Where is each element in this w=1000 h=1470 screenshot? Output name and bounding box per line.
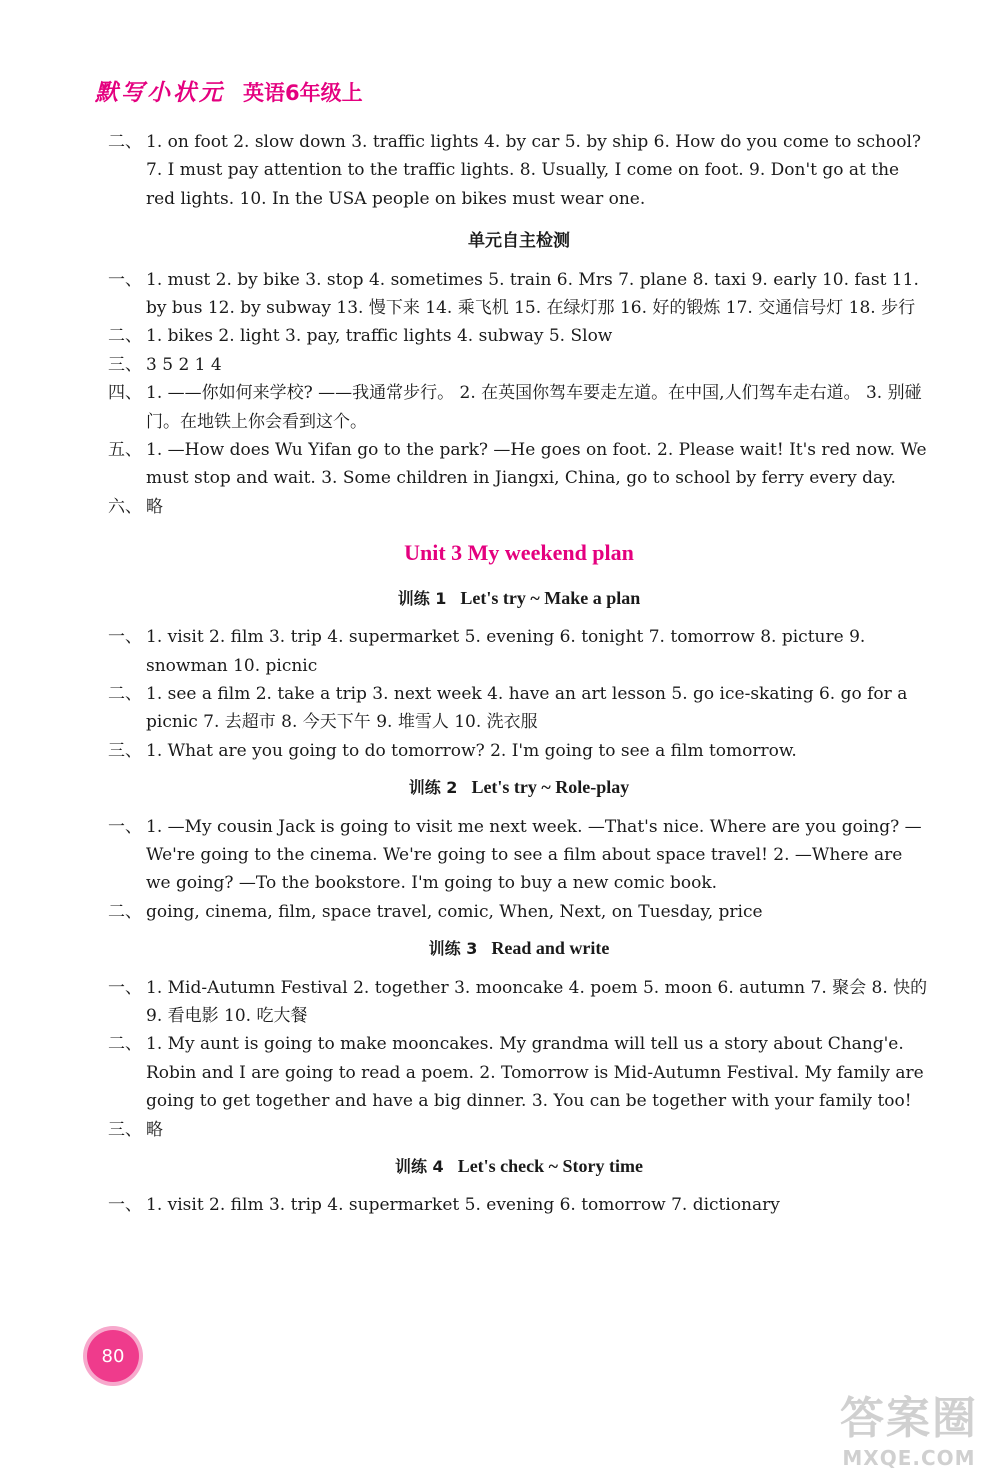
answer-block — [108, 680, 930, 737]
training-name: Let's try ~ Make a plan — [460, 587, 641, 608]
section-label: 一、 — [108, 977, 142, 998]
answer-text: 1. —My cousin Jack is going to visit me next week. —That's nice. Where are you going? —We're going to the cinema. We're going to see a film about space travel! 2. —Where are we going? —To the bookstore. I'm going to buy a new comic book. — [146, 816, 922, 894]
answer-block — [108, 623, 930, 680]
section-label: 二、 — [108, 901, 142, 922]
answer-block — [108, 898, 930, 926]
section-label: 二、 — [108, 1034, 142, 1055]
answer-block — [108, 128, 930, 213]
answer-text: 1. ——你如何来学校? ——我通常步行。 2. 在英国你驾车要走左道。在中国,人们驾车走右道。 3. 别碰门。在地铁上你会看到这个。 — [146, 383, 922, 432]
answer-block — [108, 813, 930, 898]
section-label: 六、 — [108, 496, 142, 517]
answer-block — [108, 1191, 930, 1219]
unit-title: Unit 3 My weekend plan — [404, 540, 634, 566]
section-label: 二、 — [108, 683, 142, 704]
section-label: 二、 — [108, 132, 142, 152]
answer-text: 1. bikes 2. light 3. pay, traffic lights 4. subway 5. Slow — [146, 326, 613, 347]
training-number: 训练 4 — [394, 1157, 444, 1176]
training-number: 训练 2 — [408, 778, 458, 798]
training-title — [108, 773, 930, 802]
section-label: 四、 — [108, 383, 142, 404]
answer-text: 1. on foot 2. slow down 3. traffic lights 4. by car 5. by ship 6. How do you come to school? 7. I must pay attention to the traffic lights. 8. Usually, I come on foot. 9. Don't go at the red lights. 10. In the USA people on bikes must wear one. — [146, 132, 922, 209]
answer-block — [108, 322, 930, 350]
answer-text: 1. must 2. by bike 3. stop 4. sometimes 5. train 6. Mrs 7. plane 8. taxi 9. early 10. fast 11. by bus 12. by subway 13. 慢下来 14. 乘飞机 15. 在绿灯那 16. 好的锻炼 17. 交通信号灯 18. 步行 — [146, 269, 919, 319]
training-number: 训练 1 — [397, 588, 447, 608]
answer-block — [108, 493, 930, 521]
watermark — [840, 1382, 978, 1470]
answer-block — [108, 737, 930, 765]
section-label: 一、 — [108, 269, 142, 290]
answer-text: 1. —How does Wu Yifan go to the park? —He goes on foot. 2. Please wait! It's red now. We must stop and wait. 3. Some children in Jiangxi, China, go to school by ferry every day. — [146, 440, 927, 489]
training-name: Let's try ~ Role-play — [471, 777, 630, 798]
book-subject: 英语6年级上 — [243, 81, 363, 105]
answer-block — [108, 1116, 930, 1144]
training-name: Let's check ~ Story time — [457, 1156, 644, 1176]
answer-block — [108, 436, 930, 493]
unit-test-title: 单元自主检测 — [468, 231, 570, 252]
answer-text: 1. see a film 2. take a trip 3. next week 4. have an art lesson 5. go ice-skating 6. go for a picnic 7. 去超市 8. 今天下午 9. 堆雪人 10. 洗衣服 — [146, 683, 908, 733]
section-label: 一、 — [108, 1195, 142, 1216]
section-label: 三、 — [108, 1119, 142, 1140]
answer-content — [108, 128, 930, 1220]
watermark-logo: 答案圈 — [840, 1393, 978, 1444]
training-title — [108, 1152, 930, 1181]
section-label: 二、 — [108, 326, 142, 347]
answer-block — [108, 1030, 930, 1115]
answer-block — [108, 974, 930, 1031]
answer-block — [108, 379, 930, 436]
section-label: 一、 — [108, 816, 142, 837]
answer-text: 1. What are you going to do tomorrow? 2. I'm going to see a film tomorrow. — [146, 740, 797, 761]
answer-text: 1. visit 2. film 3. trip 4. supermarket 5. evening 6. tomorrow 7. dictionary — [146, 1195, 780, 1216]
training-title — [108, 584, 930, 613]
section-label: 五、 — [108, 440, 142, 461]
page-header — [95, 74, 363, 107]
training-number: 训练 3 — [428, 939, 478, 959]
book-brand: 默写小状元 — [95, 80, 225, 106]
answer-text: 略 — [146, 496, 163, 517]
watermark-url: MXQE.COM — [842, 1446, 976, 1470]
answer-text: 3 5 2 1 4 — [146, 354, 222, 375]
training-name: Read and write — [491, 938, 610, 959]
section-label: 三、 — [108, 740, 142, 761]
page-number-badge: 80 — [87, 1330, 139, 1382]
section-label: 三、 — [108, 354, 142, 375]
answer-text: going, cinema, film, space travel, comic, When, Next, on Tuesday, price — [146, 901, 763, 922]
answer-text: 1. visit 2. film 3. trip 4. supermarket 5. evening 6. tonight 7. tomorrow 8. picture 9. snowman 10. picnic — [146, 627, 866, 676]
answer-block — [108, 266, 930, 323]
answer-text: 1. Mid-Autumn Festival 2. together 3. mooncake 4. poem 5. moon 6. autumn 7. 聚会 8. 快的 9. 看电影 10. 吃大餐 — [146, 977, 928, 1026]
training-title — [108, 934, 930, 963]
answer-text: 1. My aunt is going to make mooncakes. My grandma will tell us a story about Chang'e. Robin and I are going to read a poem. 2. Tomorrow is Mid-Autumn Festival. My family are going to get together and have a big dinner. 3. You can be together with your family too! — [146, 1034, 924, 1112]
section-label: 一、 — [108, 627, 142, 648]
answer-block — [108, 351, 930, 379]
answer-text: 略 — [146, 1119, 163, 1140]
